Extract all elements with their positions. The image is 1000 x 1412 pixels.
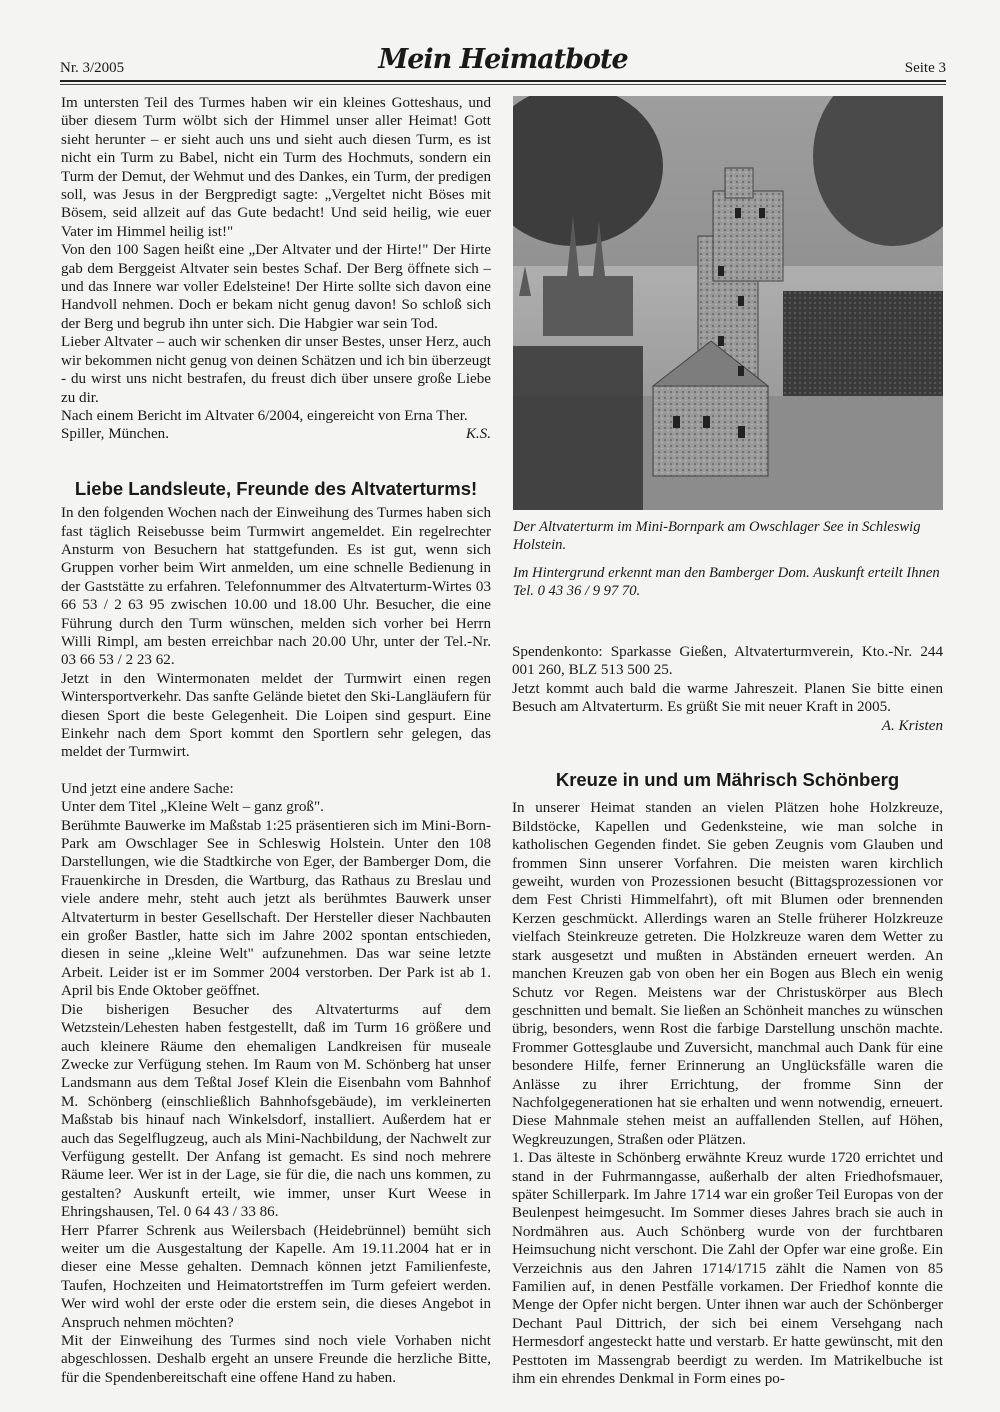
paragraph: Und jetzt eine andere Sache: [61,780,234,797]
paragraph: Nach einem Bericht im Altvater 6/2004, eingereicht von Erna Ther. Spiller, München. [61,407,468,443]
section-heading: Liebe Landsleute, Freunde des Altvaterturms! [74,477,478,499]
paragraph: Unter dem Titel „Kleine Welt – ganz groß". [61,799,324,816]
tower-photo [513,96,943,510]
header-rule-thin [60,84,946,85]
paragraph: Jetzt kommt auch bald die warme Jahreszeit. Planen Sie bitte einen Besuch am Altvaterturm. Es grüßt Sie mit neuer Kraft in 2005. [512,680,943,716]
paragraph: In den folgenden Wochen nach der Einweihung des Turmes haben sich fast täglich Reisebusse beim Turmwirt angemeldet. Ein regelrechter Ansturm von Besuchern hat stattgefunden. Es ist gut, wenn sich Gruppen vorher beim Wirt anmelden, um eine schnelle Bedienung in der Gaststätte zu erfahren. Telefonnummer des Altvaterturm-Wirtes 03 66 53 / 2 63 95 zwischen 10.00 und 18.00 Uhr. Besucher, die eine Führung durch den Turm wünschen, melden sich vorher bei Herrn Willi Rimpl, am besten erreichbar nach 20.00 Uhr, unter der Tel.-Nr. 03 66 53 / 2 23 62. [61,505,491,669]
section-heading: Kreuze in und um Mährisch Schönberg [555,769,900,791]
paragraph: Von den 100 Sagen heißt eine „Der Altvater und der Hirte!" Der Hirte gab dem Berggeist Altvater sein bestes Schaf. Der Berg öffnete sich – und das Innere war voller Edelsteine! Der Hirte sollte sich davon eine Handvoll nehmen. Doch er bekam nicht genug davon! So schloß sich der Berg und begrub ihn unter sich. Die Habgier war sein Tod. [61,242,491,332]
page-header [60,26,946,76]
paragraph: Mit der Einweihung des Turmes sind noch viele Vorhaben nicht abgeschlossen. Deshalb ergeht an unsere Freunde die herzliche Bitte, für die Spendenbereitschaft eine offene Hand zu haben. [61,1333,491,1386]
paragraph: 1. Das älteste in Schönberg erwähnte Kreuz wurde 1720 errichtet und stand in der Fuhrmanngasse, außerhalb der alten Friedhofsmauer, später Schillerpark. Im Jahre 1714 war ein großer Teil Europas von der Beulenpest heimgesucht. Im Sommer dieses Jahres brach sie auch in Nordmähren aus. Auch Schönberg wurde von der furchtbaren Heimsuchung nicht verschont. Die Zahl der Opfer war eine große. Ein Verzeichnis aus den Jahren 1714/1715 zählt die Namen von 85 Familien auf, in denen Pestfälle vorkamen. Der Friedhof konnte die Menge der Opfer nicht bergen. Unter ihnen war auch der Schönberger Dechant Paul Dittrich, der sich bei einem Versehgang nach Hermesdorf angesteckt hatte und verstarb. Er hatte gewünscht, mit den Pesttoten im Massengrab beerdigt zu werden. Im Matrikelbuche ist ihm ein ehrendes Denkmal in Form eines po- [512,1150,943,1388]
paragraph: Herr Pfarrer Schrenk aus Weilersbach (Heidebrünnel) bemüht sich weiter um die Ausgestaltung der Kapelle. Am 19.11.2004 hat er in dieser eine Messe gehalten. Demnach können jetzt Familienfeste, Taufen, Hochzeiten und Heimatortstreffen im Turm gefeiert werden. Wer wird wohl der erste oder die erstem sein, die dieses Angebot in Anspruch nehmen möchten? [61,1222,491,1331]
paragraph: Die bisherigen Besucher des Altvaterturms auf dem Wetzstein/Lehesten haben festgestellt, daß im Turm 16 größere und auch kleinere Räume den ehemaligen Landkreisen für museale Zwecke zur Verfügung stehen. Im Raum von M. Schönberg hat unser Landsmann aus dem Teßtal Josef Klein die Eisenbahn vom Bahnhof M. Schönberg (einschließlich Bahnhofsgebäude), im verkleinerten Maßstab bis hinauf nach Winkelsdorf, installiert. Außerdem hat er auch das Segelflugzeug, auch als Mini-Nachbildung, der Nachwelt zur Verfügung gestellt. Der Anfang ist gemacht. Es sind noch mehrere Räume leer. Wer ist in der Lage, sie für die, die nach uns kommen, zu gestalten? Auskunft erteilt, wie immer, unser Kurt Weese in Ehringshausen, Tel. 0 64 43 / 33 86. [61,1001,491,1221]
header-rule [60,80,946,82]
tower-photo-illustration [513,96,943,510]
right-column [512,643,943,1388]
paragraph: Lieber Altvater – auch wir schenken dir unser Bestes, unser Herz, auch wir bekommen nicht genug von deinen Schätzen und ich bin überzeugt - du wirst uns nicht bestrafen, du freust dich über unsere große Liebe zu dir. [61,334,491,406]
paragraph: Berühmte Bauwerke im Maßstab 1:25 präsentieren sich im Mini-Born-Park am Owschlager See in Schleswig Holstein. Unter den 108 Darstellungen, wie die Stadtkirche von Eger, der Bamberger Dom, die Frauenkirche in Dresden, die Wartburg, das Rathaus zu Breslau und viele andere mehr, steht auch jetzt als berühmtes Bauwerk unser Altvaterturm in bester Gesellschaft. Der Hersteller dieser Nachbauten ein großer Bastler, hatte sich im Jahre 2002 spontan entschieden, diesen in seine „kleine Welt" aufzunehmen. Das war seine letzte Arbeit. Leider ist er im Sommer 2004 verstorben. Der Park ist ab 1. April bis Ende Oktober geöffnet. [61,817,491,1000]
paragraph: Spendenkonto: Sparkasse Gießen, Altvaterturmverein, Kto.-Nr. 244 001 260, BLZ 513 500 25. [512,644,943,679]
caption-line: Der Altvaterturm im Mini-Bornpark am Owschlager See in Schleswig Holstein. [513,519,921,553]
paragraph: Jetzt in den Wintermonaten meldet der Turmwirt einen regen Wintersportverkehr. Das sanfte Gelände bietet den Ski-Langläufern für diesen Sport die beste Gelegenheit. Die Loipen sind gespurt. Eine Einkehr nach dem Sport kommt den Sportlern sehr gelegen, das meldet der Turmwirt. [61,670,491,761]
left-column [61,94,491,1387]
photo-caption [513,518,943,600]
issue-number: Nr. 3/2005 [60,60,125,76]
paragraph: Im untersten Teil des Turmes haben wir ein kleines Gotteshaus, und über diesem Turm wölbt sich der Himmel unser aller Heimat! Gott sieht herunter – er sieht auch uns und sieht auch diesen Turm, es ist nicht ein Turm zu Babel, nicht ein Turm des Hochmuts, sondern ein Turm der Demut, der Wehmut und des Dankes, ein Turm, der predigen soll, was Jesus in der Bergpredigt sagte: „Vergeltet nicht Böses mit Bösem, seid allzeit auf das Gute bedacht! Und seid heilig, wie euer Vater im Himmel heilig ist!" [61,95,491,240]
author-signature: A. Kristen [881,717,943,734]
paragraph: In unserer Heimat standen an vielen Plätzen hohe Holzkreuze, Bildstöcke, Kapellen und Gedenksteine, wie man solche in katholischen Gegenden findet. Sie geben Zeugnis vom Glauben und frommen Sinn unserer Vorfahren. Die meisten waren kirchlich geweiht, wurden von Prozessionen besucht (Bittagsprozessionen vor dem Fest Christi Himmelfahrt), oft mit Blumen oder brennenden Kerzen geschmückt. Allerdings waren an Stelle früherer Holzkreuze vielfach Steinkreuze getreten. Die Holzkreuze waren dem Wetter zu stark ausgesetzt und mußten in Abständen erneuert werden. An manchen Kreuzen gab von oben her ein Bogen aus Blech ein wenig Schutz vor Regen. Meistens war der Christuskörper aus Blech geschnitten und bemalt. Sie ließen an Schönheit manches zu wünschen übrig, besonders, wenn Rost die farbige Darstellung unschön machte. Frommer Gottesglaube und Zuversicht, manchmal auch Dank für eine besondere Hilfe, ferner Erinnerung an Unglücksfälle waren die Anlässe zu ihrer Errichtung, der fromme Sinn der Nachfolgegenerationen hat sie erhalten und wenn notwendig, erneuert. Diese Mahnmale stehen meist an auffallenden Stellen, auf Höhen, Wegkreuzungen, Straßen oder Plätzen. [512,800,943,1148]
masthead-title: Mein Heimatbote [378,44,628,75]
caption-line: Im Hintergrund erkennt man den Bamberger Dom. Auskunft erteilt Ihnen Tel. 0 43 36 / 9 97 70. [513,565,940,599]
page-number: Seite 3 [904,60,946,76]
author-signature: K.S. [465,426,491,443]
